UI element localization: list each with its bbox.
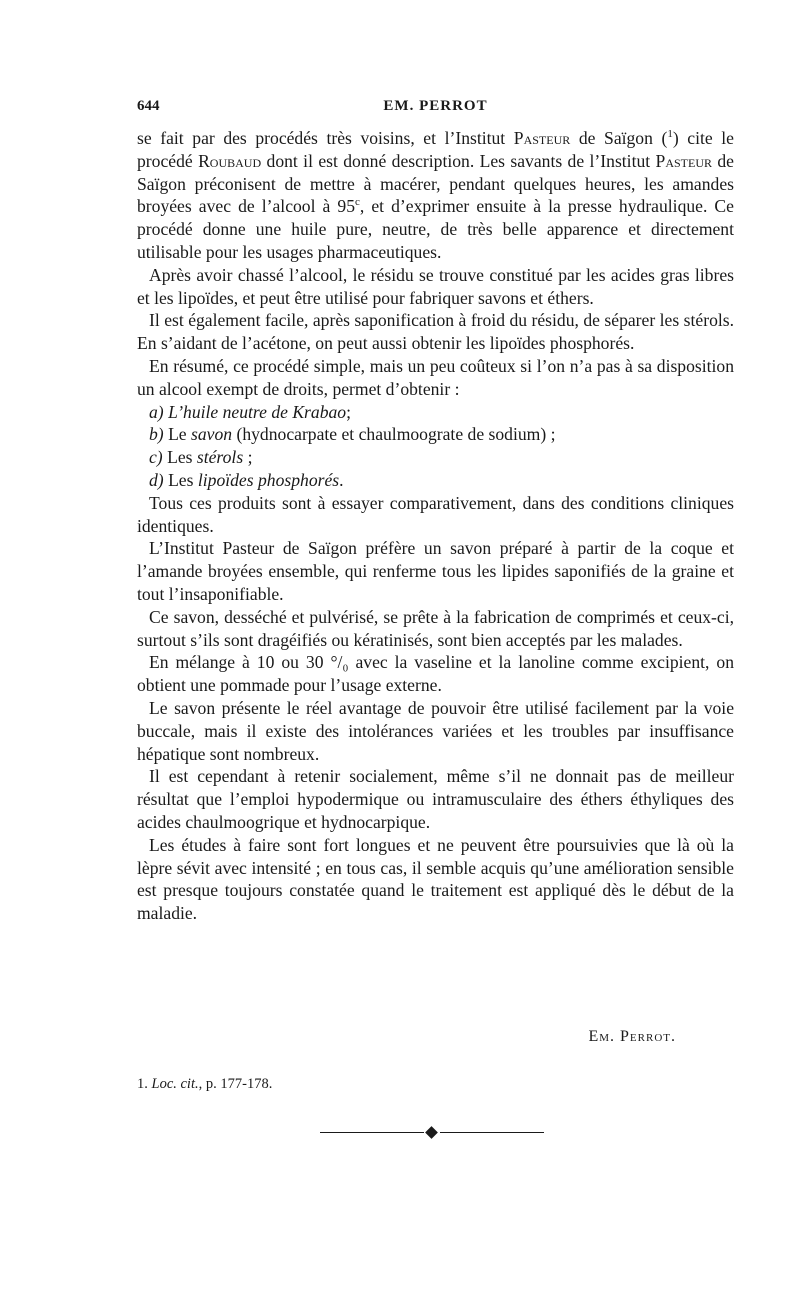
- list-item-d: [137, 469, 734, 492]
- body-text: [137, 127, 734, 925]
- paragraph-10: Il est cependant à retenir socialement, même s’il ne donnait pas de meilleur résultat que l’emploi hypodermique ou intramusculaire des éthers éthyliques des acides chaulmoogrique et hydnocarpique.: [137, 766, 734, 832]
- list-item-a: [137, 401, 734, 424]
- paragraph-8: En mélange à 10 ou 30 °/₀ avec la vaseline et la lanoline comme excipient, on obtient une pommade pour l’usage externe.: [137, 652, 734, 696]
- paragraph-4: En résumé, ce procédé simple, mais un peu coûteux si l’on n’a pas à sa disposition un alcool exempt de droits, permet d’obtenir :: [137, 355, 734, 399]
- page-number: 644: [137, 98, 160, 114]
- paragraph-9: Le savon présente le réel avantage de pouvoir être utilisé facilement par la voie buccale, mais il existe des intolérances variées et les troubles par insuffisance hépatique sont nombreux.: [137, 697, 734, 764]
- paragraph-11: Les études à faire sont fort longues et ne peuvent être poursuivies que là où la lèpre sévit avec intensité ; en tous cas, il semble acquis qu’une amélioration sensible est presque toujours constatée quand le traitement est appliqué dès le début de la maladie.: [137, 834, 734, 924]
- item-label: d): [149, 469, 164, 490]
- item-rest: (hydnocarpate et chaulmoograte de sodium) ;: [232, 424, 556, 445]
- footnote-number: 1.: [137, 1076, 148, 1092]
- paragraph-5: Tous ces produits sont à essayer comparativement, dans des conditions cliniques identiques.: [137, 492, 734, 536]
- small-caps-name: Pasteur: [655, 150, 712, 171]
- small-caps-name: Roubaud: [198, 150, 262, 171]
- item-pre: Les: [167, 447, 197, 468]
- item-pre: Les: [168, 469, 198, 490]
- paragraph-2: Après avoir chassé l’alcool, le résidu se trouve constitué par les acides gras libres et les lipoïdes, et peut être utilisé pour fabriquer savons et éthers.: [137, 264, 734, 308]
- ornament-rule-left: [320, 1132, 424, 1133]
- small-caps-name: Pasteur: [513, 128, 571, 148]
- text-run: dont il est donné description. Les savants de l’Institut: [261, 150, 656, 171]
- item-label: c): [149, 447, 163, 468]
- item-pre: Le: [168, 424, 192, 445]
- paragraph-1: [137, 127, 734, 264]
- running-head: EM. PERROT: [383, 98, 488, 114]
- paragraph-6: L’Institut Pasteur de Saïgon préfère un savon préparé à partir de la coque et l’amande broyées ensemble, qui renferme tous les lipides saponifiés de la graine et tout l’insaponifiable.: [137, 538, 734, 604]
- text-run: de Saïgon préconisent de mettre à macérer, pendant quelques heures, les amandes broyées avec de l’alcool à 95: [137, 150, 734, 217]
- footnote: [137, 1076, 272, 1093]
- text-run: , et d’exprimer ensuite à la presse hydraulique. Ce procédé donne une huile pure, neutre, de très belle apparence et directement utilisable pour les usages pharmaceutiques.: [137, 196, 734, 262]
- end-ornament: [320, 1124, 544, 1142]
- item-term: savon: [191, 424, 233, 445]
- item-term: L’huile neutre de Krabao: [168, 401, 347, 422]
- item-term: lipoïdes phosphorés: [197, 469, 340, 490]
- page-header: [137, 98, 734, 120]
- footnote-pages: , p. 177-178.: [198, 1076, 273, 1092]
- list-item-b: [137, 423, 734, 446]
- text-run: ) cite le procédé: [137, 128, 734, 171]
- paragraph-7: Ce savon, desséché et pulvérisé, se prête à la fabrication de comprimés et ceux-ci, surtout s’ils sont dragéifiés ou kératinisés, sont bien acceptés par les malades.: [137, 606, 734, 650]
- item-rest: .: [339, 469, 344, 490]
- paragraph-3: Il est également facile, après saponification à froid du résidu, de séparer les stérols. En s’aidant de l’acétone, on peut aussi obtenir les lipoïdes phosphorés.: [137, 310, 734, 354]
- text-run: se fait par des procédés très voisins, et l’Institut: [137, 128, 514, 148]
- superscript: c: [355, 196, 360, 209]
- item-label: b): [149, 424, 164, 445]
- list-item-c: [137, 446, 734, 469]
- footnote-ref: 1: [667, 128, 673, 141]
- item-label: a): [149, 401, 164, 422]
- item-rest: ;: [346, 401, 351, 422]
- footnote-citation: Loc. cit.: [151, 1076, 199, 1092]
- item-term: stérols: [196, 447, 244, 468]
- ornament-rule-right: [440, 1132, 544, 1133]
- text-run: de Saïgon (: [570, 128, 668, 148]
- item-rest: ;: [243, 447, 253, 468]
- author-signature: Em. Perrot.: [588, 1028, 676, 1045]
- diamond-icon: [425, 1126, 438, 1139]
